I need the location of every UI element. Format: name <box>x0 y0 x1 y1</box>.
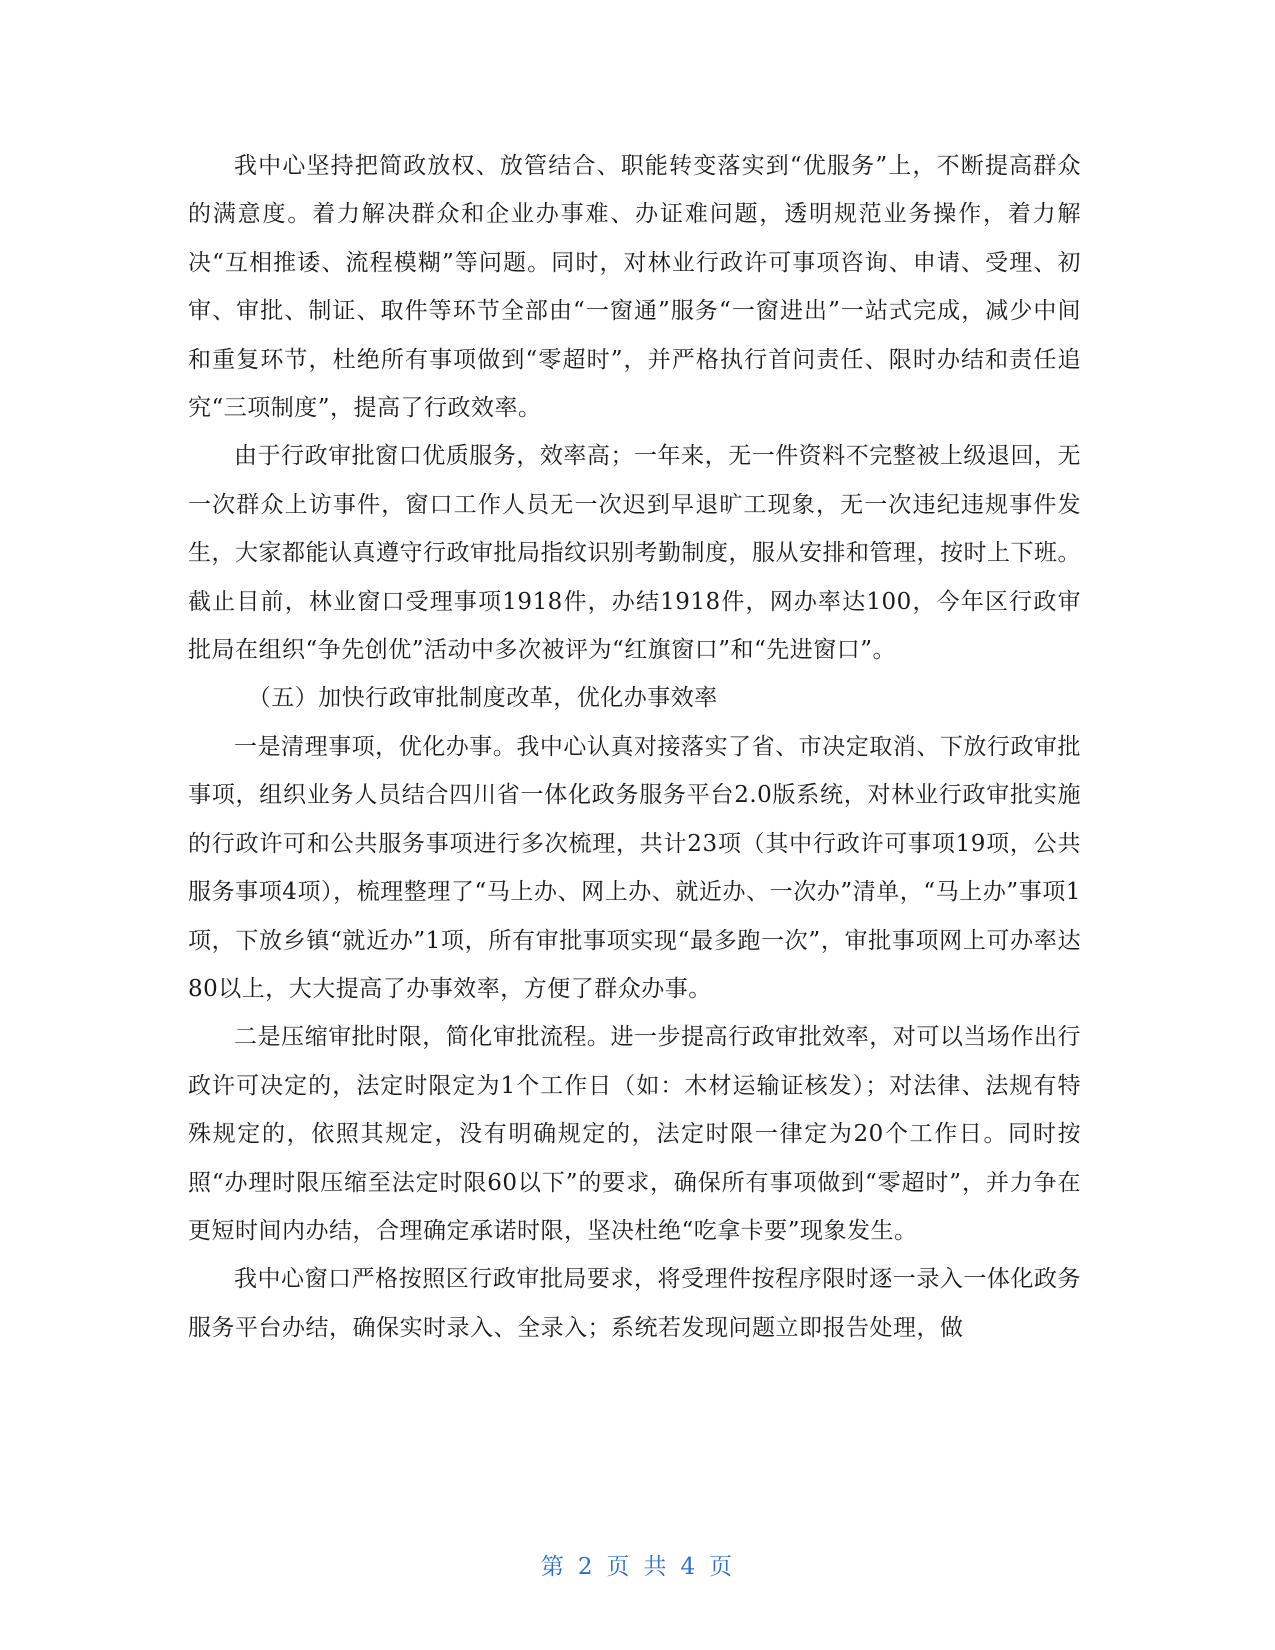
footer-page-word: 页 <box>606 1554 632 1580</box>
footer-total-pages: 4 <box>680 1554 698 1580</box>
document-body <box>188 142 1081 1352</box>
paragraph-clean-items: 一是清理事项，优化办事。我中心认真对接落实了省、市决定取消、下放行政审批事项，组织业务人员结合四川省一体化政务服务平台2.0版系统，对林业行政审批实施的行政许可和公共服务事项进行多次梳理，共计23项（其中行政许可事项19项，公共服务事项4项），梳理整理了“马上办、网上办、就近办、一次办”清单，“马上办”事项1项，下放乡镇“就近办”1项，所有审批事项实现“最多跑一次”，审批事项网上可办率达80以上，大大提高了办事效率，方便了群众办事。 <box>188 733 1081 1002</box>
paragraph-window-quality: 由于行政审批窗口优质服务，效率高；一年来，无一件资料不完整被上级退回，无一次群众上访事件，窗口工作人员无一次迟到早退旷工现象，无一次违纪违规事件发生，大家都能认真遵守行政审批局指纹识别考勤制度，服从安排和管理，按时上下班。截止目前，林业窗口受理事项1918件，办结1918件，网办率达100，今年区行政审批局在组织“争先创优”活动中多次被评为“红旗窗口”和“先进窗口”。 <box>188 443 1081 664</box>
footer-total-prefix: 共 <box>643 1554 669 1580</box>
paragraph-compress-time: 二是压缩审批时限，简化审批流程。进一步提高行政审批效率，对可以当场作出行政许可决定的，法定时限定为1个工作日（如：木材运输证核发）；对法律、法规有特殊规定的，依照其规定，没有明确规定的，法定时限一律定为20个工作日。同时按照“办理时限压缩至法定时限60以下”的要求，确保所有事项做到“零超时”，并力争在更短时间内办结，合理确定承诺时限，坚决杜绝“吃拿卡要”现象发生。 <box>188 1024 1081 1244</box>
footer-current-page: 2 <box>577 1554 595 1580</box>
paragraph-service: 我中心坚持把简政放权、放管结合、职能转变落实到“优服务”上，不断提高群众的满意度。着力解决群众和企业办事难、办证难问题，透明规范业务操作，着力解决“互相推诿、流程模糊”等问题。同时，对林业行政许可事项咨询、申请、受理、初审、审批、制证、取件等环节全部由“一窗通”服务“一窗进出”一站式完成，减少中间和重复环节，杜绝所有事项做到“零超时”，并严格执行首问责任、限时办结和责任追究“三项制度”，提高了行政效率。 <box>188 153 1081 422</box>
page-number-footer <box>0 1548 1275 1581</box>
paragraph-platform-entry: 我中心窗口严格按照区行政审批局要求，将受理件按程序限时逐一录入一体化政务服务平台办结，确保实时录入、全录入；系统若发现问题立即报告处理，做 <box>188 1266 1081 1341</box>
section-heading: （五）加快行政审批制度改革，优化办事效率 <box>247 685 718 712</box>
footer-prefix: 第 <box>540 1554 566 1580</box>
footer-total-suffix: 页 <box>709 1554 735 1580</box>
